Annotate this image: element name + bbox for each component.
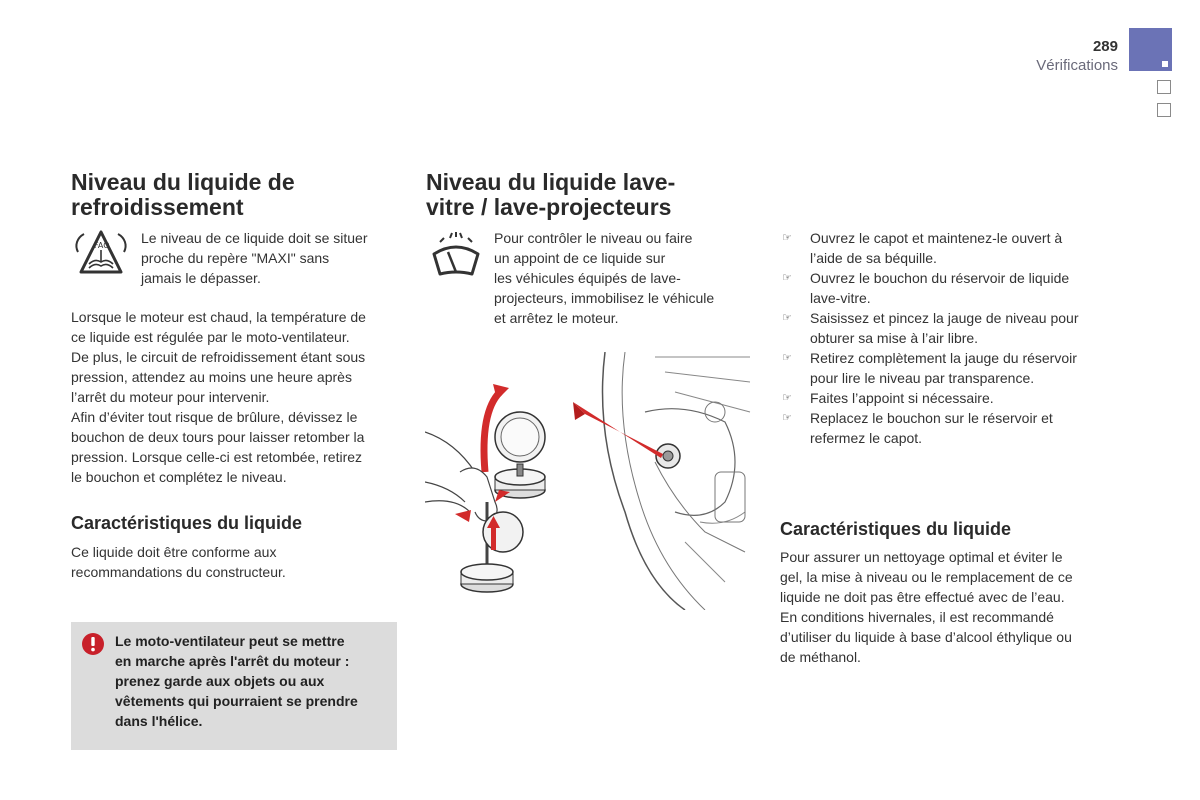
tab-square-empty (1157, 103, 1171, 117)
text-line: prenez garde aux objets ou aux (115, 673, 325, 689)
exclamation-warning-icon (81, 632, 105, 656)
pointing-hand-icon: ☞ (782, 312, 792, 324)
text-line: obturer sa mise à l’air libre. (810, 330, 979, 346)
text-line: dans l'hélice. (115, 713, 203, 729)
text-line: lave-vitre. (810, 290, 871, 306)
text-line: Ce liquide doit être conforme aux (71, 544, 277, 560)
coolant-paragraph (71, 307, 401, 487)
text-line: un appoint de ce liquide sur (494, 250, 666, 266)
text-line: Afin d’éviter tout risque de brûlure, dévissez le (71, 409, 358, 425)
svg-text:FAO: FAO (94, 241, 110, 250)
text-line: Replacez le bouchon sur le réservoir et (810, 410, 1053, 426)
text-line: Pour contrôler le niveau ou faire (494, 230, 693, 246)
pointing-hand-icon: ☞ (782, 272, 792, 284)
washer-icon-note (494, 228, 754, 328)
washer-steps (782, 228, 1112, 448)
text-line: Ouvrez le bouchon du réservoir de liquide (810, 270, 1070, 286)
coolant-icon-note (141, 228, 401, 288)
text-line: pour lire le niveau par transparence. (810, 370, 1035, 386)
text-line: et arrêtez le moteur. (494, 310, 619, 326)
text-line: En conditions hivernales, il est recommandé (780, 609, 1054, 625)
washer-title (426, 170, 766, 220)
text-line: vêtements qui pourraient se prendre (115, 693, 358, 709)
pointing-hand-icon: ☞ (782, 352, 792, 364)
pointing-hand-icon: ☞ (782, 392, 792, 404)
text-line: les véhicules équipés de lave- (494, 270, 681, 286)
warning-text (115, 631, 391, 731)
list-item (782, 348, 1112, 388)
coolant-title-line1: Niveau du liquide de (71, 169, 295, 195)
text-line: proche du repère "MAXI" sans (141, 250, 330, 266)
list-item (782, 228, 1112, 268)
pointing-hand-icon: ☞ (782, 232, 792, 244)
text-line: l’arrêt du moteur pour intervenir. (71, 389, 270, 405)
section-name: Vérifications (1036, 57, 1118, 74)
washer-reservoir-illustration (425, 352, 753, 610)
text-line: ce liquide est régulée par le moto-ventilateur. (71, 329, 350, 345)
text-line: Pour assurer un nettoyage optimal et éviter le (780, 549, 1063, 565)
list-item (782, 308, 1112, 348)
text-line: Le moto-ventilateur peut se mettre (115, 633, 345, 649)
coolant-title-line2: refroidissement (71, 194, 244, 220)
coolant-characteristics-title: Caractéristiques du liquide (71, 513, 303, 533)
text-line: Lorsque le moteur est chaud, la température de (71, 309, 366, 325)
washer-characteristics-title: Caractéristiques du liquide (780, 519, 1012, 539)
text-line: projecteurs, immobilisez le véhicule (494, 290, 715, 306)
coolant-title (71, 170, 401, 220)
text-line: Faites l’appoint si nécessaire. (810, 390, 994, 406)
text-line: Le niveau de ce liquide doit se situer (141, 230, 368, 246)
text-line: jamais le dépasser. (141, 270, 261, 286)
list-item (782, 268, 1112, 308)
page-number: 289 (1092, 38, 1118, 55)
list-item (782, 408, 1112, 448)
coolant-hazard-icon (74, 228, 128, 278)
pointing-hand-icon: ☞ (782, 412, 792, 424)
text-line: d’utiliser du liquide à base d’alcool éthylique ou (780, 629, 1072, 645)
text-line: liquide ne doit pas être effectué avec de l’eau. (780, 589, 1065, 605)
washer-characteristics-text (780, 547, 1120, 667)
tab-square-empty (1157, 80, 1171, 94)
text-line: le bouchon et complétez le niveau. (71, 469, 287, 485)
section-tab-marker (1129, 28, 1172, 71)
text-line: bouchon de deux tours pour laisser retomber la (71, 429, 365, 445)
text-line: refermez le capot. (810, 430, 923, 446)
text-line: en marche après l'arrêt du moteur : (115, 653, 350, 669)
text-line: recommandations du constructeur. (71, 564, 286, 580)
text-line: Saisissez et pincez la jauge de niveau pour (810, 310, 1079, 326)
text-line: De plus, le circuit de refroidissement étant sous (71, 349, 366, 365)
coolant-characteristics-text (71, 542, 401, 582)
washer-title-line2: vitre / lave-projecteurs (426, 194, 672, 220)
text-line: de méthanol. (780, 649, 861, 665)
text-line: pression. Lorsque celle-ci est retombée, retirez (71, 449, 363, 465)
warning-box (71, 622, 397, 750)
text-line: Retirez complètement la jauge du réservoir (810, 350, 1077, 366)
list-item (782, 388, 1112, 408)
text-line: pression, attendez au moins une heure après (71, 369, 352, 385)
washer-title-line1: Niveau du liquide lave- (426, 169, 676, 195)
windscreen-washer-icon (428, 232, 484, 282)
text-line: Ouvrez le capot et maintenez-le ouvert à (810, 230, 1063, 246)
text-line: gel, la mise à niveau ou le remplacement de ce (780, 569, 1073, 585)
text-line: l’aide de sa béquille. (810, 250, 937, 266)
